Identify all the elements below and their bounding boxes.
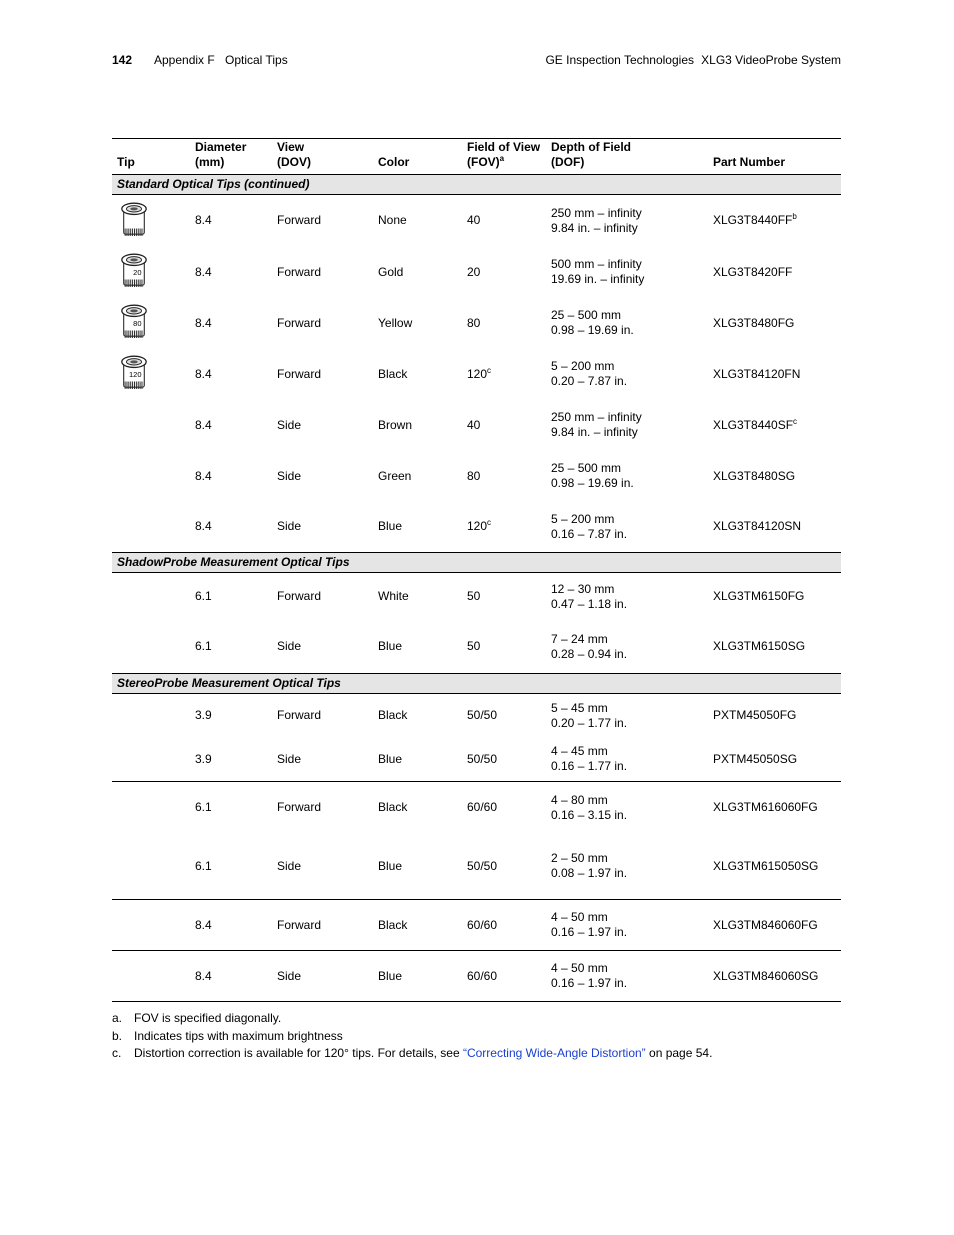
part-number: XLG3TM6150SG [713, 639, 806, 654]
fov-value: 40 [467, 213, 481, 228]
dof-metric: 250 mm – infinity [551, 205, 642, 220]
optical-tip-20-icon [119, 251, 149, 293]
section-label: Optical Tips [225, 53, 288, 67]
part-number-cell [708, 349, 841, 400]
dof-metric: 4 – 45 mm [551, 744, 608, 759]
table-row [112, 834, 841, 900]
diameter-cell: 8.4 [190, 900, 272, 951]
diameter-cell: 6.1 [195, 589, 212, 604]
fov-cell [462, 298, 546, 349]
view-cell: Forward [272, 900, 373, 951]
color-cell: White [378, 589, 409, 604]
footnote-mark: b. [112, 1028, 123, 1043]
fov-footnote-mark: c [487, 518, 492, 528]
dof-metric: 5 – 200 mm [551, 359, 615, 373]
tip-cell [112, 900, 190, 951]
tip-cell [112, 951, 190, 1002]
optical-tips-table [112, 138, 841, 1002]
tip-cell [112, 694, 190, 738]
part-number-cell [708, 694, 841, 738]
tip-cell [112, 451, 190, 502]
diameter-cell: 8.4 [190, 502, 272, 553]
dof-cell [546, 694, 708, 738]
dof-metric: 25 – 500 mm [551, 461, 622, 475]
fov-cell [462, 694, 546, 738]
dof-metric: 5 – 45 mm [551, 700, 608, 715]
fov-cell [462, 621, 546, 674]
tip-cell [112, 738, 190, 782]
dof-imperial: 0.16 – 1.97 in. [551, 925, 628, 939]
footnote-text: Distortion correction is available for 120° tips. For details, see [134, 1046, 463, 1060]
footnote-mark: c. [112, 1046, 122, 1060]
tip-cell [112, 247, 190, 298]
table-row [112, 298, 841, 349]
part-number-cell [708, 900, 841, 951]
table-row [112, 573, 841, 621]
color-cell: Black [378, 800, 408, 815]
part-number: XLG3TM846060FG [713, 917, 818, 932]
fov-cell [462, 738, 546, 782]
part-number: PXTM45050FG [713, 708, 797, 723]
fov-footnote-mark: c [487, 365, 492, 375]
section-title: StereoProbe Measurement Optical Tips [112, 674, 841, 694]
section-title: ShadowProbe Measurement Optical Tips [112, 553, 841, 573]
part-number: XLG3T84120SN [713, 519, 802, 534]
dof-imperial: 0.16 – 7.87 in. [551, 526, 628, 541]
view-cell: Side [272, 738, 373, 782]
table-body [112, 175, 841, 1002]
dof-imperial: 0.20 – 1.77 in. [551, 715, 628, 730]
part-number: XLG3T8480SG [713, 468, 796, 483]
color-cell: Black [373, 900, 462, 951]
diameter-cell: 8.4 [195, 213, 212, 228]
part-number: XLG3T84120FN [713, 366, 801, 381]
tip-cell [112, 349, 190, 400]
footnote [112, 1045, 712, 1063]
fov-value: 120 [467, 519, 488, 534]
dof-imperial: 0.28 – 0.94 in. [551, 646, 628, 661]
part-number-cell [708, 195, 841, 247]
color-cell: Gold [378, 264, 404, 279]
view-cell: Side [272, 502, 373, 553]
column-header-view: View (DOV) [272, 139, 373, 175]
dof-imperial: 0.08 – 1.97 in. [551, 866, 628, 881]
dof-cell [546, 951, 708, 1002]
part-number-cell [708, 738, 841, 782]
view-cell: Forward [277, 315, 322, 330]
color-cell: Black [378, 366, 408, 381]
tip-cell [112, 400, 190, 451]
section-header-row [112, 674, 841, 694]
diameter-cell: 8.4 [195, 264, 212, 279]
table-row [112, 195, 841, 247]
part-number: PXTM45050SG [713, 751, 798, 766]
part-footnote-mark: c [793, 416, 798, 426]
diameter-cell: 8.4 [190, 951, 272, 1002]
optical-tip-80-icon [119, 302, 149, 344]
table-row [112, 694, 841, 738]
table-row [112, 451, 841, 502]
cross-reference-link[interactable]: “Correcting Wide-Angle Distortion” [462, 1046, 646, 1060]
dof-metric: 12 – 30 mm [551, 581, 615, 596]
part-number: XLG3T8480FG [713, 315, 795, 330]
fov-cell [462, 951, 546, 1002]
dof-cell [546, 502, 708, 553]
dof-cell [546, 400, 708, 451]
table-row [112, 738, 841, 782]
color-cell: Blue [373, 738, 462, 782]
color-cell: Blue [373, 621, 462, 674]
dof-metric: 250 mm – infinity [551, 410, 642, 424]
fov-value: 50/50 [467, 751, 498, 766]
tip-cell [112, 502, 190, 553]
dof-metric: 4 – 80 mm [551, 792, 608, 807]
footnote-text: Indicates tips with maximum brightness [134, 1028, 343, 1043]
dof-cell [546, 738, 708, 782]
dof-metric: 4 – 50 mm [551, 961, 608, 975]
page-number: 142 [112, 53, 133, 67]
part-number: XLG3T8440SF [713, 417, 794, 432]
color-cell: None [378, 213, 407, 228]
part-number-cell [708, 621, 841, 674]
part-number-cell [708, 247, 841, 298]
part-number-cell [708, 834, 841, 900]
table-row [112, 951, 841, 1002]
part-number: XLG3TM616060FG [713, 800, 818, 815]
appendix-label: Appendix F [154, 53, 215, 67]
footnote-mark: a. [112, 1011, 123, 1025]
table-row [112, 900, 841, 951]
diameter-cell: 8.4 [195, 417, 212, 432]
tip-cell [112, 195, 190, 247]
footnote [112, 1010, 712, 1028]
part-number-cell [708, 400, 841, 451]
column-header-tip: Tip [112, 139, 190, 175]
dof-cell [546, 573, 708, 621]
dof-metric: 500 mm – infinity [551, 257, 642, 271]
optical-tip-plain-icon [119, 200, 149, 242]
tip-cell [112, 573, 190, 621]
view-cell: Forward [277, 213, 322, 228]
fov-cell [462, 834, 546, 900]
table-row [112, 502, 841, 553]
fov-cell [462, 451, 546, 502]
color-cell: Green [378, 468, 412, 483]
part-number: XLG3TM846060SG [713, 968, 819, 983]
table-row [112, 247, 841, 298]
view-cell: Side [277, 417, 302, 432]
diameter-cell: 3.9 [190, 738, 272, 782]
footnote-text: FOV is specified diagonally. [134, 1011, 282, 1025]
diameter-cell: 6.1 [190, 834, 272, 900]
part-number-cell [708, 502, 841, 553]
dof-metric: 2 – 50 mm [551, 851, 608, 866]
dof-metric: 25 – 500 mm [551, 308, 622, 322]
tip-cell [112, 782, 190, 834]
dof-cell [546, 834, 708, 900]
dof-imperial: 0.16 – 1.77 in. [551, 759, 628, 774]
dof-cell [546, 349, 708, 400]
view-cell: Side [272, 621, 373, 674]
optical-tip-120-icon [119, 353, 149, 395]
dof-cell [546, 900, 708, 951]
diameter-cell: 8.4 [195, 468, 212, 483]
svg-text:20: 20 [133, 267, 142, 277]
fov-cell [462, 400, 546, 451]
footnote-text-after: on page 54. [645, 1046, 713, 1060]
fov-value: 50 [467, 639, 481, 654]
fov-value: 60/60 [467, 800, 498, 815]
diameter-cell: 3.9 [195, 708, 212, 723]
tip-cell [112, 621, 190, 674]
dof-metric: 7 – 24 mm [551, 631, 608, 646]
part-number-cell [708, 298, 841, 349]
table-row [112, 349, 841, 400]
view-cell: Forward [277, 708, 322, 723]
fov-value: 20 [467, 264, 481, 279]
part-footnote-mark: b [792, 212, 797, 222]
fov-value: 50 [467, 589, 481, 604]
fov-value: 40 [467, 417, 481, 432]
view-cell: Side [277, 468, 302, 483]
fov-cell [462, 349, 546, 400]
column-header-color: Color [373, 139, 462, 175]
fov-value: 50/50 [467, 708, 498, 723]
column-header-dof: Depth of Field (DOF) [546, 139, 708, 175]
column-header-diameter: Diameter (mm) [190, 139, 272, 175]
footnote [112, 1028, 712, 1046]
dof-cell [546, 621, 708, 674]
dof-imperial: 0.16 – 3.15 in. [551, 807, 628, 822]
dof-imperial: 0.20 – 7.87 in. [551, 374, 628, 388]
fov-cell [462, 900, 546, 951]
dof-cell [546, 782, 708, 834]
dof-imperial: 0.98 – 19.69 in. [551, 323, 634, 337]
dof-metric: 4 – 50 mm [551, 910, 608, 924]
color-cell: Blue [373, 834, 462, 900]
color-cell: Black [378, 708, 408, 723]
part-number: XLG3TM6150FG [713, 589, 805, 604]
color-cell: Brown [378, 417, 413, 432]
part-number-cell [708, 573, 841, 621]
dof-cell [546, 298, 708, 349]
color-cell: Blue [373, 502, 462, 553]
dof-imperial: 9.84 in. – infinity [551, 425, 638, 439]
color-cell: Yellow [378, 315, 413, 330]
section-header-row [112, 175, 841, 195]
fov-value: 60/60 [467, 968, 498, 983]
dof-imperial: 0.98 – 19.69 in. [551, 476, 634, 490]
svg-text:120: 120 [128, 369, 142, 379]
fov-value: 80 [467, 468, 481, 483]
fov-value: 50/50 [467, 858, 498, 873]
view-cell: Forward [277, 366, 322, 381]
fov-cell [462, 573, 546, 621]
dof-imperial: 9.84 in. – infinity [551, 220, 638, 235]
product-name: XLG3 VideoProbe System [701, 53, 841, 67]
view-cell: Forward [277, 800, 322, 815]
table-row [112, 621, 841, 674]
section-title: Standard Optical Tips (continued) [112, 175, 841, 195]
company-name: GE Inspection Technologies [545, 53, 694, 67]
part-number-cell [708, 451, 841, 502]
table-row [112, 782, 841, 834]
section-header-row [112, 553, 841, 573]
fov-value: 80 [467, 315, 481, 330]
column-header-part-number: Part Number [708, 139, 841, 175]
dof-imperial: 19.69 in. – infinity [551, 272, 645, 286]
tip-cell [112, 834, 190, 900]
diameter-cell: 8.4 [195, 315, 212, 330]
dof-imperial: 0.16 – 1.97 in. [551, 976, 628, 990]
tip-cell [112, 298, 190, 349]
fov-cell [462, 195, 546, 247]
fov-cell [462, 782, 546, 834]
dof-cell [546, 195, 708, 247]
dof-cell [546, 451, 708, 502]
fov-value: 120 [467, 366, 488, 381]
view-cell: Forward [277, 264, 322, 279]
part-number: XLG3TM615050SG [713, 858, 819, 873]
part-number: XLG3T8420FF [713, 264, 793, 279]
dof-imperial: 0.47 – 1.18 in. [551, 596, 628, 611]
fov-cell [462, 247, 546, 298]
part-number-cell [708, 782, 841, 834]
fov-cell [462, 502, 546, 553]
diameter-cell: 8.4 [195, 366, 212, 381]
view-cell: Side [272, 951, 373, 1002]
column-header-fov: Field of View (FOV)$^a$ [462, 139, 546, 175]
part-number: XLG3T8440FF [713, 213, 793, 228]
part-number-cell [708, 951, 841, 1002]
svg-text:80: 80 [133, 318, 142, 328]
table-header-row [112, 139, 841, 175]
view-cell: Side [272, 834, 373, 900]
diameter-cell: 6.1 [190, 621, 272, 674]
dof-metric: 5 – 200 mm [551, 511, 615, 526]
footnotes [112, 1010, 712, 1063]
view-cell: Forward [277, 589, 322, 604]
color-cell: Blue [373, 951, 462, 1002]
fov-value: 60/60 [467, 917, 498, 932]
diameter-cell: 6.1 [195, 800, 212, 815]
dof-cell [546, 247, 708, 298]
table-row [112, 400, 841, 451]
